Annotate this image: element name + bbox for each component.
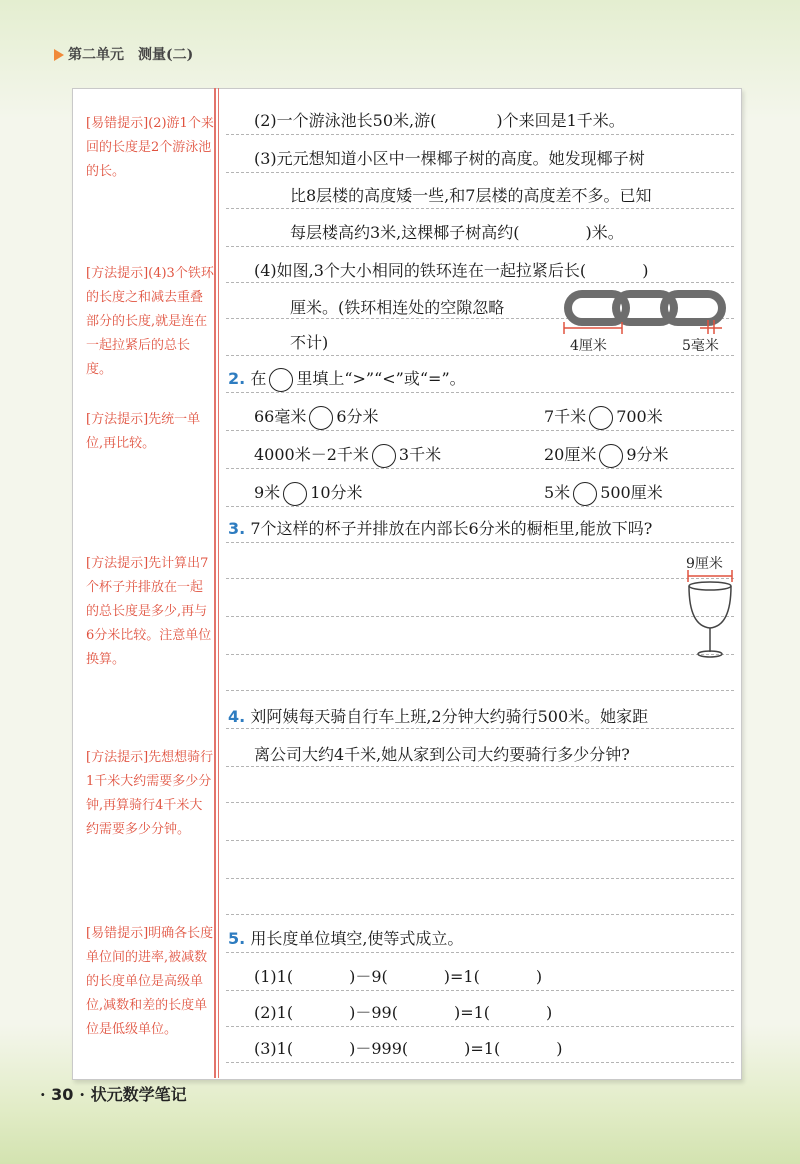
q2-row2-right (544, 442, 669, 468)
page-number: 30 (51, 1085, 74, 1104)
page-footer: · 30 · 状元数学笔记 (40, 1085, 187, 1104)
q5-row3 (254, 1036, 562, 1059)
q1-part2-text-b: )个来回是1千米。 (496, 111, 625, 130)
rule-line (226, 468, 734, 469)
wine-glass-icon (689, 582, 731, 657)
q2-r1-la: 66毫米 (254, 407, 307, 426)
q3-number: 3. (228, 519, 246, 538)
tip-1: [易错提示](2)游1个来回的长度是2个游泳池的长。 (86, 116, 214, 179)
q3-prompt (228, 516, 652, 539)
cup-figure (680, 552, 740, 664)
page-header (54, 44, 193, 64)
q2-r3-la: 9米 (254, 483, 281, 502)
q5-r2-a: (2)1( (254, 1003, 294, 1022)
fig-label-5mm: 5毫米 (682, 338, 719, 354)
arrow-icon (54, 49, 64, 61)
q2-r3-ra: 5米 (544, 483, 571, 502)
q1-part3-line1: (3)元元想知道小区中一棵椰子树的高度。她发现椰子树 (254, 149, 645, 168)
q4-text-line1: 刘阿姨每天骑自行车上班,2分钟大约骑行500米。她家距 (250, 707, 649, 726)
q1-part2-text-a: (2)一个游泳池长50米,游( (254, 111, 437, 130)
tip-4: [方法提示]先计算出7个杯子并排放在一起的总长度是多少,再与6分米比较。注意单位换算。 (86, 556, 212, 667)
q2-r3-rb: 500厘米 (600, 483, 663, 502)
q5-r3-a: (3)1( (254, 1039, 294, 1058)
rule-line (226, 1026, 734, 1027)
rule-line (226, 802, 734, 803)
q5-row2 (254, 1000, 552, 1023)
q5-text: 用长度单位填空,使等式成立。 (250, 929, 464, 948)
q2-r2-lb: 3千米 (398, 445, 442, 464)
q2-number: 2. (228, 369, 246, 388)
rule-line (226, 392, 734, 393)
q1-part3-text-a: 每层楼高约3米,这棵椰子树高约( (290, 223, 520, 242)
q3-text: 7个这样的杯子并排放在内部长6分米的橱柜里,能放下吗? (250, 519, 653, 538)
q5-r1-c: )=1( (443, 967, 480, 986)
q2-prompt (228, 366, 466, 392)
chain-figure (560, 284, 736, 356)
q1-part2 (254, 108, 625, 131)
margin-line-thin (218, 88, 219, 1078)
tip-5: [方法提示]先想想骑行1千米大约需要多少分钟,再算骑行4千米大约需要多少分钟。 (86, 750, 214, 837)
q2-r2-ra: 20厘米 (544, 445, 597, 464)
q4-prompt-line2: 离公司大约4千米,她从家到公司大约要骑行多少分钟? (254, 745, 630, 764)
q2-r2-la: 4000米－2千米 (254, 445, 369, 464)
rule-line (226, 578, 734, 579)
tip-2: [方法提示](4)3个铁环的长度之和减去重叠部分的长度,就是连在一起拉紧后的总长度。 (86, 266, 214, 377)
rule-line (226, 282, 734, 283)
q2-text-b: 里填上“>”“<”或“=”。 (296, 369, 466, 388)
topic-title: 测量(二) (138, 47, 194, 63)
fig-label-4cm: 4厘米 (570, 338, 607, 354)
rule-line (226, 506, 734, 507)
rule-line (226, 990, 734, 991)
q2-r1-rb: 700米 (616, 407, 663, 426)
q5-r1-a: (1)1( (254, 967, 294, 986)
q1-part3-line3 (290, 220, 624, 243)
rule-line (226, 172, 734, 173)
q1-part4-line1 (254, 258, 648, 281)
q5-r2-b: )－99( (349, 1003, 398, 1022)
q5-prompt (228, 926, 463, 949)
q2-row2-left (254, 442, 441, 468)
rule-line (226, 542, 734, 543)
q1-part4-line3: 不计) (290, 333, 329, 352)
q1-part4-line2: 厘米。(铁环相连处的空隙忽略 (290, 298, 505, 317)
tip-3: [方法提示]先统一单位,再比较。 (86, 412, 201, 451)
blank-circle[interactable] (283, 482, 307, 506)
q5-r3-d: ) (556, 1039, 563, 1058)
tip-6: [易错提示]明确各长度单位间的进率,被减数的长度单位是高级单位,减数和差的长度单位是低级单位。 (86, 926, 214, 1037)
q2-r1-ra: 7千米 (544, 407, 587, 426)
blank-circle[interactable] (573, 482, 597, 506)
q2-row3-left (254, 480, 363, 506)
rule-line (226, 914, 734, 915)
q2-r1-lb: 6分米 (336, 407, 379, 426)
q5-r1-d: ) (535, 967, 543, 986)
blank-circle[interactable] (599, 444, 623, 468)
q4-prompt-line1 (228, 704, 648, 727)
margin-line (214, 88, 216, 1078)
q5-r3-b: )－999( (349, 1039, 409, 1058)
rule-line (226, 1062, 734, 1063)
blank-circle[interactable] (589, 406, 613, 430)
q5-r1-b: )－9( (349, 967, 388, 986)
rule-line (226, 134, 734, 135)
blank-circle[interactable] (269, 368, 293, 392)
q2-text-a: 在 (250, 369, 267, 388)
rule-line (226, 728, 734, 729)
rule-line (226, 246, 734, 247)
unit-title: 第二单元 (68, 47, 124, 63)
q2-r2-rb: 9分米 (626, 445, 669, 464)
q5-r2-d: ) (546, 1003, 553, 1022)
q5-row1 (254, 964, 542, 987)
q1-part4-text-a: (4)如图,3个大小相同的铁环连在一起拉紧后长( (254, 261, 587, 280)
q1-part4-text-b: ) (642, 261, 649, 280)
rule-line (226, 840, 734, 841)
rule-line (226, 616, 734, 617)
q4-number: 4. (228, 707, 246, 726)
rule-line (226, 430, 734, 431)
rule-line (226, 690, 734, 691)
rule-line (226, 878, 734, 879)
q2-row1-left (254, 404, 379, 430)
q2-r3-lb: 10分米 (310, 483, 363, 502)
book-title: 状元数学笔记 (90, 1085, 187, 1104)
q1-part3-line2: 比8层楼的高度矮一些,和7层楼的高度差不多。已知 (290, 186, 652, 205)
rule-line (226, 766, 734, 767)
rule-line (226, 952, 734, 953)
rule-line (226, 654, 734, 655)
q5-number: 5. (228, 929, 246, 948)
rule-line (226, 208, 734, 209)
cup-width-label: 9厘米 (686, 556, 723, 572)
q5-r2-c: )=1( (453, 1003, 491, 1022)
q1-part3-text-b: )米。 (585, 223, 624, 242)
blank-circle[interactable] (372, 444, 396, 468)
q2-row3-right (544, 480, 663, 506)
q2-row1-right (544, 404, 663, 430)
q5-r3-c: )=1( (464, 1039, 501, 1058)
blank-circle[interactable] (309, 406, 333, 430)
